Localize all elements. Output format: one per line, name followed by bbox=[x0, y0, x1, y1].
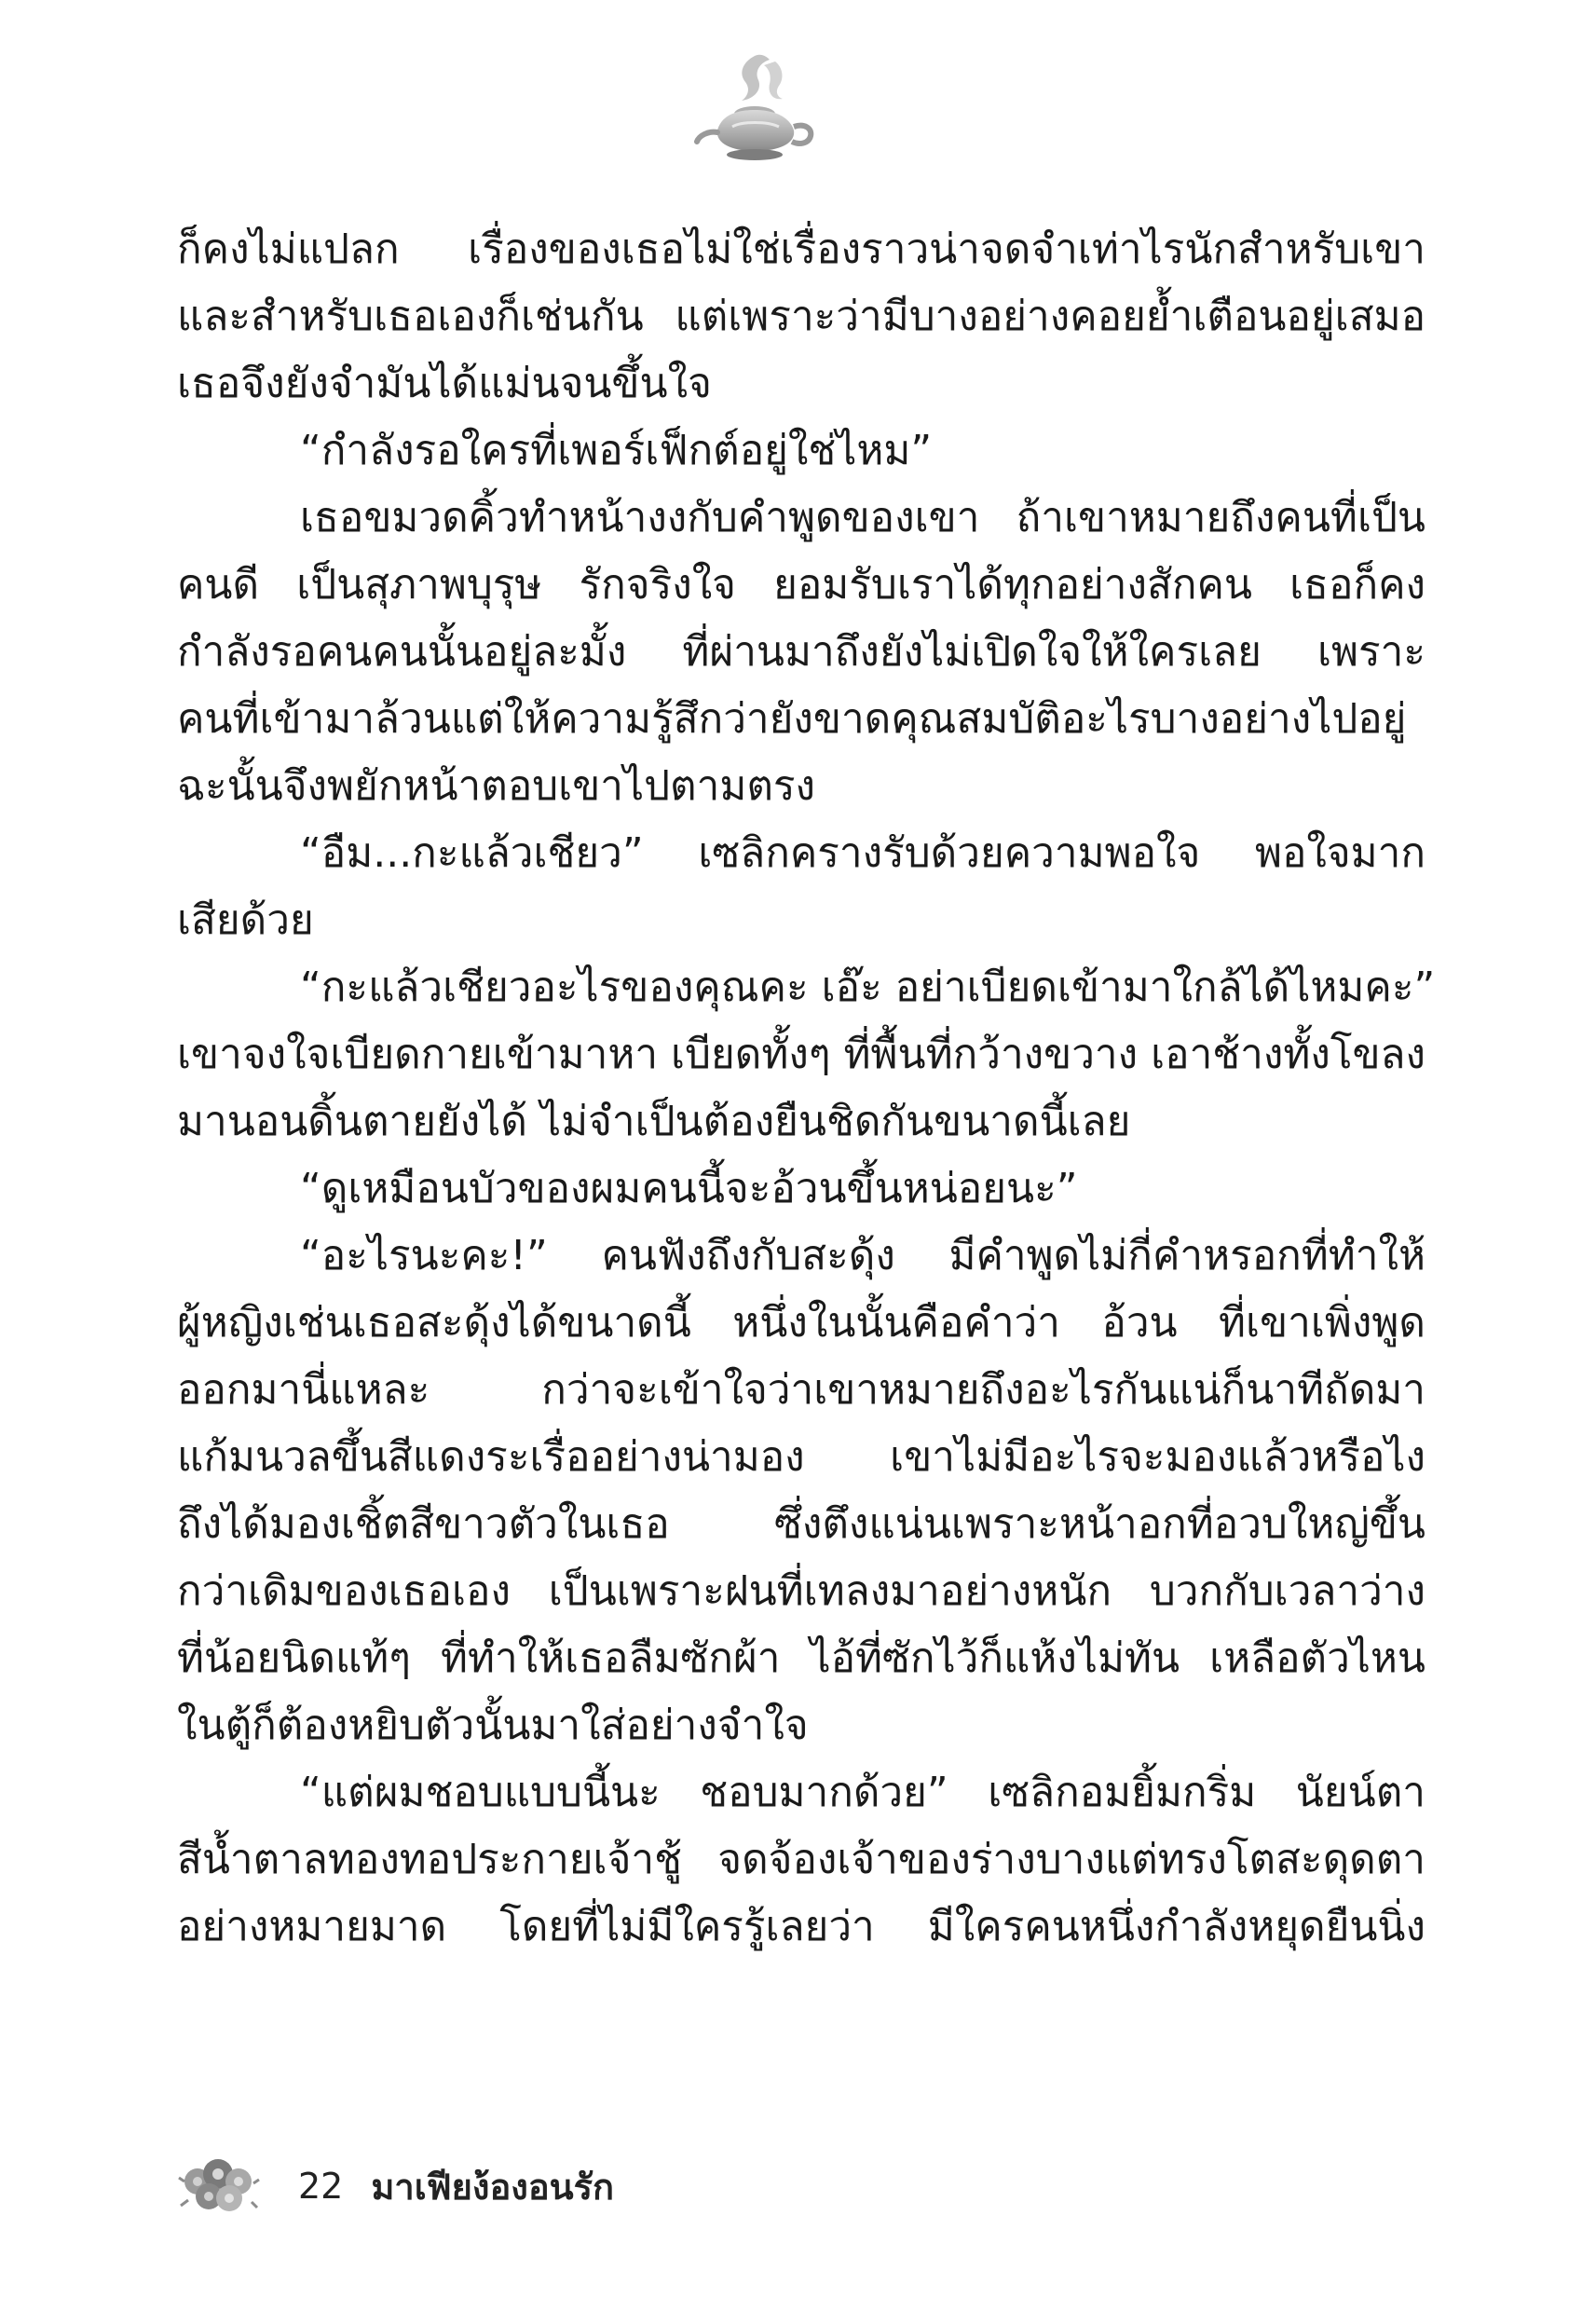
text-line: แก้มนวลขึ้นสีแดงระเรื่ออย่างน่ามอง เขาไม่มีอะไรจะมองแล้วหรือไง bbox=[177, 1433, 1425, 1481]
text-line: “กำลังรอใครที่เพอร์เฟ็กต์อยู่ใช่ไหม” bbox=[300, 427, 933, 474]
text-line: อย่างหมายมาด โดยที่ไม่มีใครรู้เลยว่า มีใครคนหนึ่งกำลังหยุดยืนนิ่ง bbox=[177, 1903, 1425, 1950]
text-line: กว่าเดิมของเธอเอง เป็นเพราะฝนที่เทลงมาอย่างหนัก บวกกับเวลาว่าง bbox=[177, 1567, 1425, 1615]
page-number: 22 bbox=[298, 2166, 344, 2207]
text-line: “กะแล้วเชียวอะไรของคุณคะ เอ๊ะ อย่าเบียดเข้ามาใกล้ได้ไหมคะ” bbox=[300, 964, 1436, 1011]
text-line: “อะไรนะคะ!” คนฟังถึงกับสะดุ้ง มีคำพูดไม่กี่คำหรอกที่ทำให้ bbox=[300, 1232, 1425, 1279]
text-line: ฉะนั้นจึงพยักหน้าตอบเขาไปตามตรง bbox=[177, 762, 816, 810]
text-line: เธอจึงยังจำมันได้แม่นจนขึ้นใจ bbox=[177, 360, 712, 407]
text-line: “อืม...กะแล้วเชียว” เซลิกครางรับด้วยความพอใจ พอใจมาก bbox=[300, 829, 1425, 877]
text-line: ในตู้ก็ต้องหยิบตัวนั้นมาใส่อย่างจำใจ bbox=[177, 1702, 809, 1749]
text-line: ผู้หญิงเช่นเธอสะดุ้งได้ขนาดนี้ หนึ่งในนั้นคือคำว่า อ้วน ที่เขาเพิ่งพูด bbox=[177, 1299, 1425, 1347]
text-line: คนดี เป็นสุภาพบุรุษ รักจริงใจ ยอมรับเราได้ทุกอย่างสักคน เธอก็คง bbox=[177, 561, 1425, 609]
text-line: เสียด้วย bbox=[177, 896, 314, 944]
text-line: “แต่ผมชอบแบบนี้นะ ชอบมากด้วย” เซลิกอมยิ้มกริ่ม นัยน์ตา bbox=[300, 1769, 1425, 1816]
text-line: และสำหรับเธอเองก็เช่นกัน แต่เพราะว่ามีบางอย่างคอยย้ำเตือนอยู่เสมอ bbox=[177, 293, 1425, 340]
text-line: คนที่เข้ามาล้วนแต่ให้ความรู้สึกว่ายังขาดคุณสมบัติอะไรบางอย่างไปอยู่ bbox=[177, 695, 1407, 743]
text-line: ก็คงไม่แปลก เรื่องของเธอไม่ใช่เรื่องราวน่าจดจำเท่าไรนักสำหรับเขา bbox=[177, 226, 1425, 273]
lamp-ornament-icon bbox=[689, 48, 820, 179]
text-line: ออกมานี่แหละ กว่าจะเข้าใจว่าเขาหมายถึงอะไรกันแน่ก็นาทีถัดมา bbox=[177, 1366, 1425, 1414]
text-line: เขาจงใจเบียดกายเข้ามาหา เบียดทั้งๆ ที่พื้นที่กว้างขวาง เอาช้างทั้งโขลง bbox=[177, 1031, 1425, 1078]
text-line: มานอนดิ้นตายยังได้ ไม่จำเป็นต้องยืนชิดกันขนาดนี้เลย bbox=[177, 1098, 1131, 1145]
page-footer bbox=[177, 2149, 614, 2223]
body-text bbox=[177, 216, 1436, 1961]
text-line: ที่น้อยนิดแท้ๆ ที่ทำให้เธอลืมซักผ้า ไอ้ที่ซักไว้ก็แห้งไม่ทัน เหลือตัวไหน bbox=[177, 1634, 1425, 1682]
text-line: “ดูเหมือนบัวของผมคนนี้จะอ้วนขึ้นหน่อยนะ” bbox=[300, 1165, 1078, 1212]
book-title: มาเฟียง้องอนรัก bbox=[371, 2166, 615, 2208]
flower-bouquet-icon bbox=[177, 2154, 261, 2219]
text-line: กำลังรอคนคนนั้นอยู่ละมั้ง ที่ผ่านมาถึงยังไม่เปิดใจให้ใครเลย เพราะ bbox=[177, 628, 1425, 676]
text-line: สีน้ำตาลทองทอประกายเจ้าชู้ จดจ้องเจ้าของร่างบางแต่ทรงโตสะดุดตา bbox=[177, 1836, 1425, 1883]
text-line: เธอขมวดคิ้วทำหน้างงกับคำพูดของเขา ถ้าเขาหมายถึงคนที่เป็น bbox=[300, 494, 1425, 541]
text-line: ถึงได้มองเชิ้ตสีขาวตัวในเธอ ซึ่งตึงแน่นเพราะหน้าอกที่อวบใหญ่ขึ้น bbox=[177, 1500, 1425, 1548]
